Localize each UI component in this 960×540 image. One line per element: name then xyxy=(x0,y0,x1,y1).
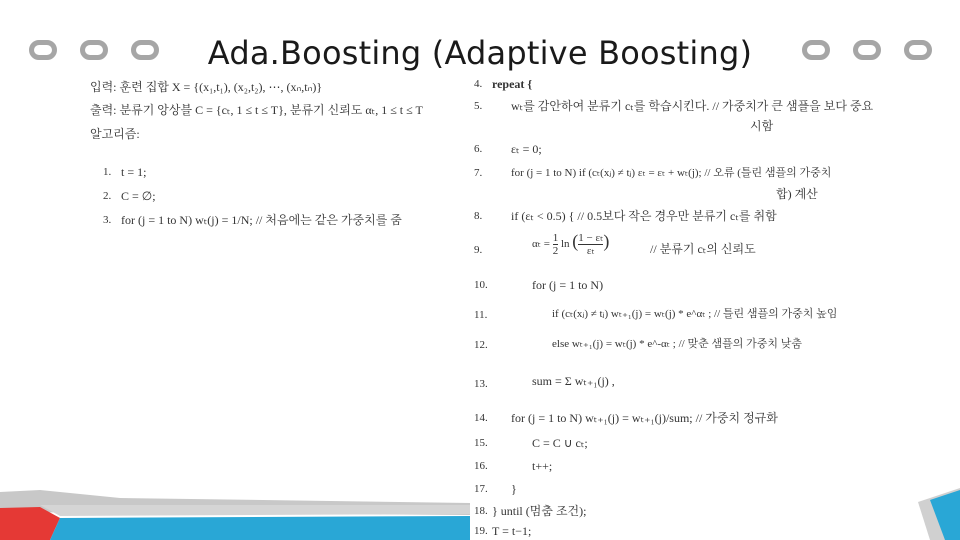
confidence-formula: αₜ = $\frac{1}{2}$ ln ( $\frac{\text{1 − εₜ}}{\text{εₜ}}$ ) xyxy=(532,231,610,257)
algorithm-step: } xyxy=(511,482,517,496)
line-number: 2. xyxy=(103,190,112,202)
line-number: 11. xyxy=(474,309,488,321)
line-number: 3. xyxy=(103,214,112,226)
formula-half-denominator: 2 xyxy=(552,244,559,257)
decor-right-grey xyxy=(918,488,960,540)
formula-half xyxy=(553,232,559,257)
slide-title: Ada.Boosting (Adaptive Boosting) xyxy=(207,34,753,72)
line-number: 8. xyxy=(474,210,483,222)
algorithm-step: C = ∅; xyxy=(121,189,156,203)
algorithm-step: wₜ를 감안하여 분류기 cₜ를 학습시킨다. // 가중치가 큰 샘플을 보다 중요 xyxy=(511,99,874,113)
algorithm-step-continued: 합) 계산 xyxy=(776,187,818,201)
output-line: 출력: 분류기 앙상블 C = {cₜ, 1 ≤ t ≤ T}, 분류기 신뢰도 αₜ, 1 ≤ t ≤ T xyxy=(90,103,423,117)
line-number: 7. xyxy=(474,167,483,179)
input-line: 입력: 훈련 집합 X = {(x₁,t₁), (x₂,t₂), ⋯, (xₙ,tₙ)} xyxy=(90,80,323,94)
algorithm-step: if (εₜ < 0.5) { // 0.5보다 작은 경우만 분류기 cₜ를 취함 xyxy=(511,209,777,223)
algorithm-step: for (j = 1 to N) if (cₜ(xⱼ) ≠ tⱼ) εₜ = εₜ + wₜ(j); // 오류 (틀린 샘플의 가중치 xyxy=(511,167,832,179)
algorithm-step: C = C ∪ cₜ; xyxy=(532,436,588,450)
algorithm-step-continued: 시함 xyxy=(750,119,774,133)
formula-ratio xyxy=(578,232,603,257)
line-number: 19. xyxy=(474,525,488,537)
line-number: 5. xyxy=(474,100,483,112)
algorithm-step: t = 1; xyxy=(121,165,147,179)
algorithm-step: } until (멈춤 조건); xyxy=(492,504,587,518)
line-number: 13. xyxy=(474,378,488,390)
decor-blue-band xyxy=(50,516,470,540)
algorithm-label: 알고리즘: xyxy=(90,127,140,141)
formula-ln: ln xyxy=(560,238,570,250)
decor-red-band xyxy=(0,507,60,540)
line-number: 16. xyxy=(474,460,488,472)
line-number: 6. xyxy=(474,143,483,155)
formula-ratio-numerator: 1 − εₜ xyxy=(578,231,604,244)
formula-lhs: αₜ = xyxy=(532,238,550,250)
line-number: 4. xyxy=(474,78,483,90)
algorithm-step: T = t−1; xyxy=(492,524,532,538)
algorithm-step: for (j = 1 to N) xyxy=(532,278,604,292)
decor-right-blue xyxy=(930,490,960,540)
line-number: 10. xyxy=(474,279,488,291)
line-number: 14. xyxy=(474,412,488,424)
algorithm-step: t++; xyxy=(532,459,553,473)
formula-half-numerator: 1 xyxy=(552,231,559,244)
line-number: 12. xyxy=(474,339,488,351)
line-number: 1. xyxy=(103,166,112,178)
algorithm-step: εₜ = 0; xyxy=(511,142,542,156)
line-number: 18. xyxy=(474,505,488,517)
algorithm-comment: // 분류기 cₜ의 신뢰도 xyxy=(650,242,756,256)
line-number: 9. xyxy=(474,244,483,256)
algorithm-step: if (cₜ(xⱼ) ≠ tⱼ) wₜ₊₁(j) = wₜ(j) * e^αₜ ; // 틀린 샘플의 가중치 높임 xyxy=(552,308,838,320)
decor-grey-strip xyxy=(40,505,470,516)
algorithm-step: sum = Σ wₜ₊₁(j) , xyxy=(532,374,615,388)
decor-grey-band xyxy=(0,490,470,515)
algorithm-step: repeat { xyxy=(492,77,533,91)
algorithm-step: for (j = 1 to N) wₜ₊₁(j) = wₜ₊₁(j)/sum; // 가중치 정규화 xyxy=(511,411,778,425)
algorithm-step: else wₜ₊₁(j) = wₜ(j) * e^-αₜ ; // 맞춘 샘플의 가중치 낮춤 xyxy=(552,338,802,350)
algorithm-step: for (j = 1 to N) wₜ(j) = 1/N; // 처음에는 같은 가중치를 줌 xyxy=(121,213,402,227)
formula-ratio-denominator: εₜ xyxy=(586,244,595,257)
line-number: 15. xyxy=(474,437,488,449)
line-number: 17. xyxy=(474,483,488,495)
